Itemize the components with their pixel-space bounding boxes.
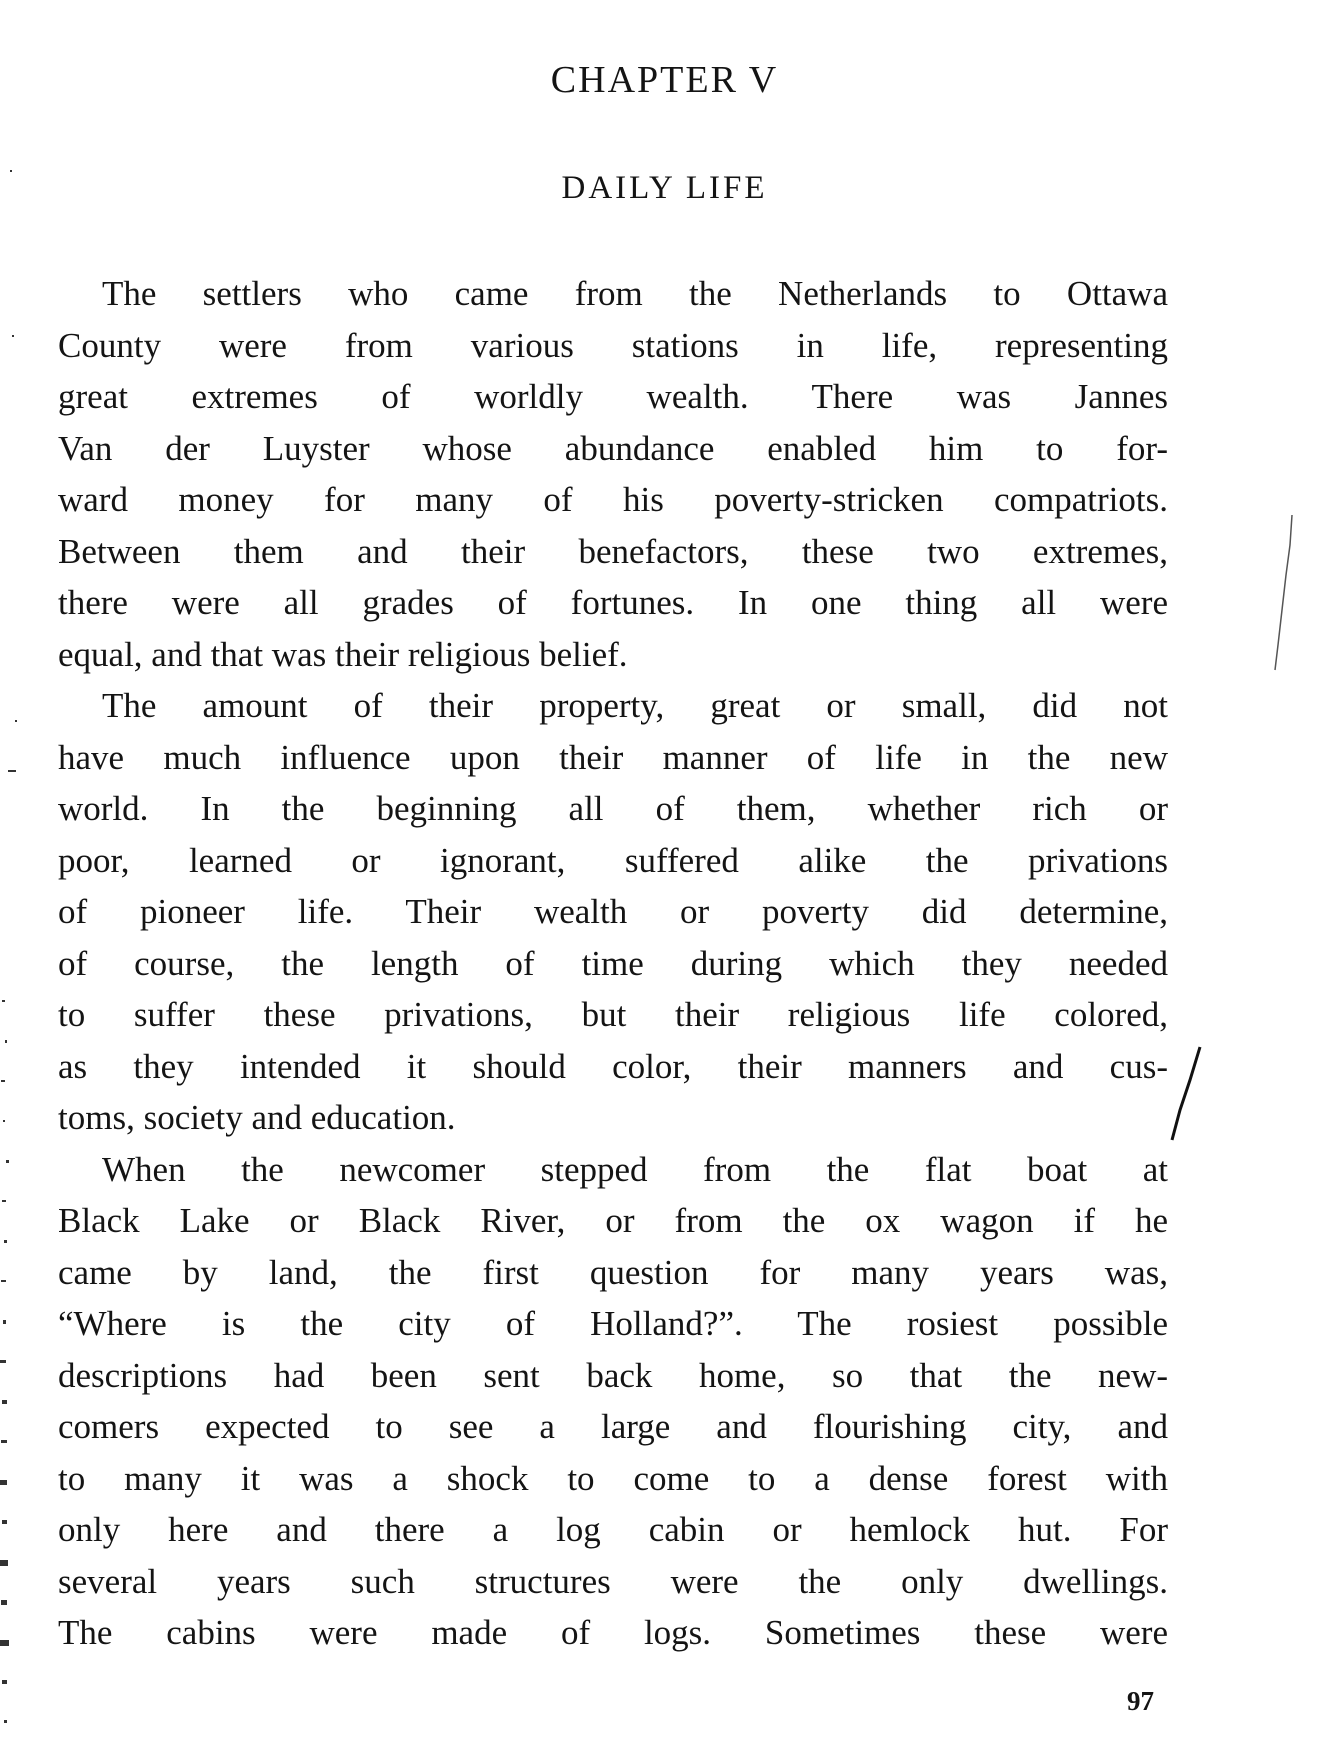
- paragraph: [58, 1144, 1168, 1659]
- scan-edge-artifact: [0, 0, 30, 1737]
- text-line: ward money for many of his poverty-stricken compatriots.: [58, 480, 1168, 519]
- text-line: The settlers who came from the Netherlands to Ottawa: [102, 274, 1168, 313]
- text-line: there were all grades of fortunes. In one thing all were: [58, 583, 1168, 622]
- text-line: world. In the beginning all of them, whether rich or: [58, 789, 1168, 828]
- chapter-heading: CHAPTER V: [550, 59, 779, 101]
- margin-pencil-mark: [1270, 515, 1300, 675]
- text-line: comers expected to see a large and flourishing city, and: [58, 1407, 1168, 1446]
- chapter-title: DAILY LIFE: [561, 170, 768, 206]
- text-line: poor, learned or ignorant, suffered alike the privations: [58, 840, 1168, 880]
- text-line: to suffer these privations, but their religious life colored,: [58, 995, 1168, 1034]
- text-line: descriptions had been sent back home, so that the new-: [58, 1355, 1168, 1395]
- text-line: of course, the length of time during which they needed: [58, 943, 1168, 983]
- text-line: toms, society and education.: [58, 1098, 456, 1137]
- text-line: The amount of their property, great or small, did not: [102, 686, 1168, 725]
- body-text: [58, 268, 1168, 1659]
- text-line: great extremes of worldly wealth. There was Jannes: [58, 377, 1168, 416]
- text-line: County were from various stations in life, representing: [58, 325, 1168, 365]
- text-line: Van der Luyster whose abundance enabled him to for-: [58, 428, 1168, 468]
- text-line: came by land, the first question for many years was,: [58, 1252, 1168, 1292]
- text-line: “Where is the city of Holland?”. The rosiest possible: [58, 1304, 1168, 1343]
- text-line: Black Lake or Black River, or from the ox wagon if he: [58, 1201, 1168, 1240]
- paragraph: [58, 268, 1168, 680]
- text-line: The cabins were made of logs. Sometimes these were: [58, 1613, 1168, 1652]
- text-line: have much influence upon their manner of life in the new: [58, 737, 1168, 777]
- page-number: 97: [1127, 1686, 1154, 1716]
- paragraph: [58, 680, 1168, 1144]
- text-line: of pioneer life. Their wealth or poverty did determine,: [58, 892, 1168, 931]
- text-line: When the newcomer stepped from the flat boat at: [102, 1149, 1168, 1189]
- text-line: equal, and that was their religious belief.: [58, 634, 628, 674]
- text-line: several years such structures were the only dwellings.: [58, 1561, 1168, 1601]
- text-line: as they intended it should color, their manners and cus-: [58, 1046, 1168, 1086]
- text-line: to many it was a shock to come to a dense forest with: [58, 1458, 1168, 1498]
- text-line: Between them and their benefactors, these two extremes,: [58, 531, 1168, 571]
- text-line: only here and there a log cabin or hemlock hut. For: [58, 1510, 1168, 1549]
